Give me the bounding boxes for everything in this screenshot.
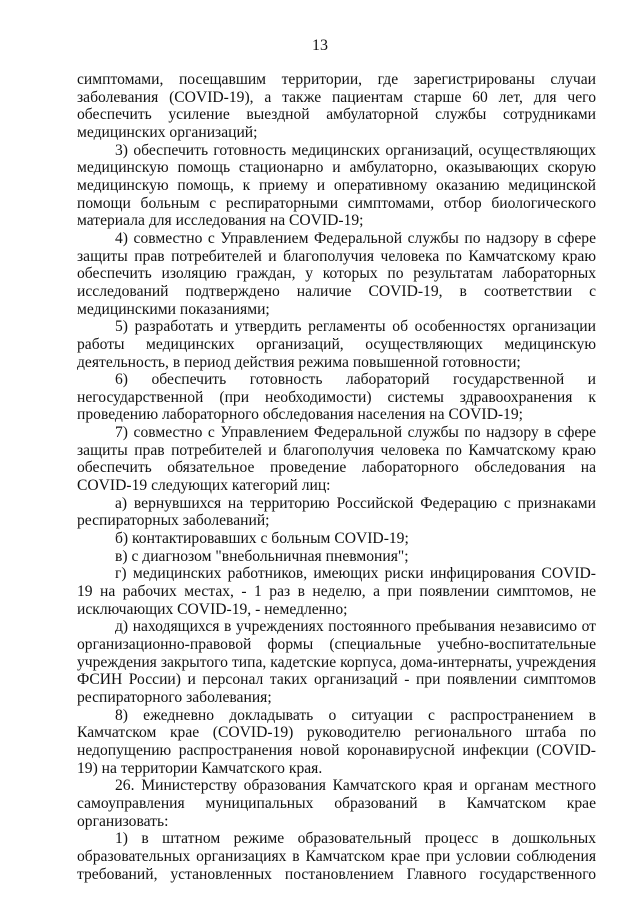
paragraph-subitem-g: г) медицинских работников, имеющих риски инфицирования COVID-19 на рабочих местах, - 1 раз в неделю, а при появлении симптомов, не исключающих COVID-19, - немедленно;: [77, 565, 596, 618]
paragraph-subitem-v: в) с диагнозом "внебольничная пневмония";: [115, 547, 409, 565]
paragraph-item-4: 4) совместно с Управлением Федеральной службы по надзору в сфере защиты прав потребителей и благополучия человека по Камчатскому краю обеспечить изоляцию граждан, у которых по результатам лабораторных исследований подтверждено наличие COVID-19, в соответствии с медицинскими показаниями;: [77, 229, 596, 318]
page-number: 13: [312, 37, 328, 54]
paragraph-item-7: 7) совместно с Управлением Федеральной службы по надзору в сфере защиты прав потребителей и благополучия человека по Камчатскому краю обеспечить обязательное проведение лабораторного обследования на COVID-19 следующих категорий лиц:: [77, 424, 596, 495]
paragraph-item-3: 3) обеспечить готовность медицинских организаций, осуществляющих медицинскую помощь стационарно и амбулаторно, оказывающих скорую медицинскую помощь, к приему и оперативному оказанию медицинской помощи больным с респираторными симптомами, отбор биологического материала для исследования на COVID-19;: [77, 141, 596, 230]
paragraph-subitem-b: б) контактировавших с больным COVID-19;: [115, 530, 409, 548]
paragraph-item-6: 6) обеспечить готовность лабораторий государственной и негосударственной (при необходимости) системы здравоохранения к проведению лабораторного обследования населения на COVID-19;: [77, 371, 596, 424]
document-body: [77, 71, 596, 883]
paragraph-continuation: симптомами, посещавшим территории, где зарегистрированы случаи заболевания (COVID-19), а также пациентам старше 60 лет, для чего обеспечить усиление выездной амбулаторной службы сотрудниками медицинских организаций;: [77, 71, 596, 141]
paragraph-item-8: 8) ежедневно докладывать о ситуации с распространением в Камчатском крае (COVID-19) руководителю регионального штаба по недопущению распространения новой коронавирусной инфекции (COVID-19) на территории Камчатского края.: [77, 706, 596, 777]
paragraph-section-26: 26. Министерству образования Камчатского края и органам местного самоуправления муниципальных образований в Камчатском крае организовать:: [77, 777, 596, 830]
paragraph-item-5: 5) разработать и утвердить регламенты об особенностях организации работы медицинских организаций, осуществляющих медицинскую деятельность, в период действия режима повышенной готовности;: [77, 318, 596, 371]
paragraph-subitem-d: д) находящихся в учреждениях постоянного пребывания независимо от организационно-правовой формы (специальные учебно-воспитательные учреждения закрытого типа, кадетские корпуса, дома-интернаты, учреждения ФСИН России) и персонал таких организаций - при появлении симптомов респираторного заболевания;: [77, 618, 596, 706]
paragraph-subitem-a: а) вернувшихся на территорию Российской Федерацию с признаками респираторных заболеваний;: [77, 494, 596, 530]
paragraph-section-26-item-1: 1) в штатном режиме образовательный процесс в дошкольных образовательных организациях в Камчатском крае при условии соблюдения требований, установленных постановлением Главного государственного: [77, 830, 596, 883]
